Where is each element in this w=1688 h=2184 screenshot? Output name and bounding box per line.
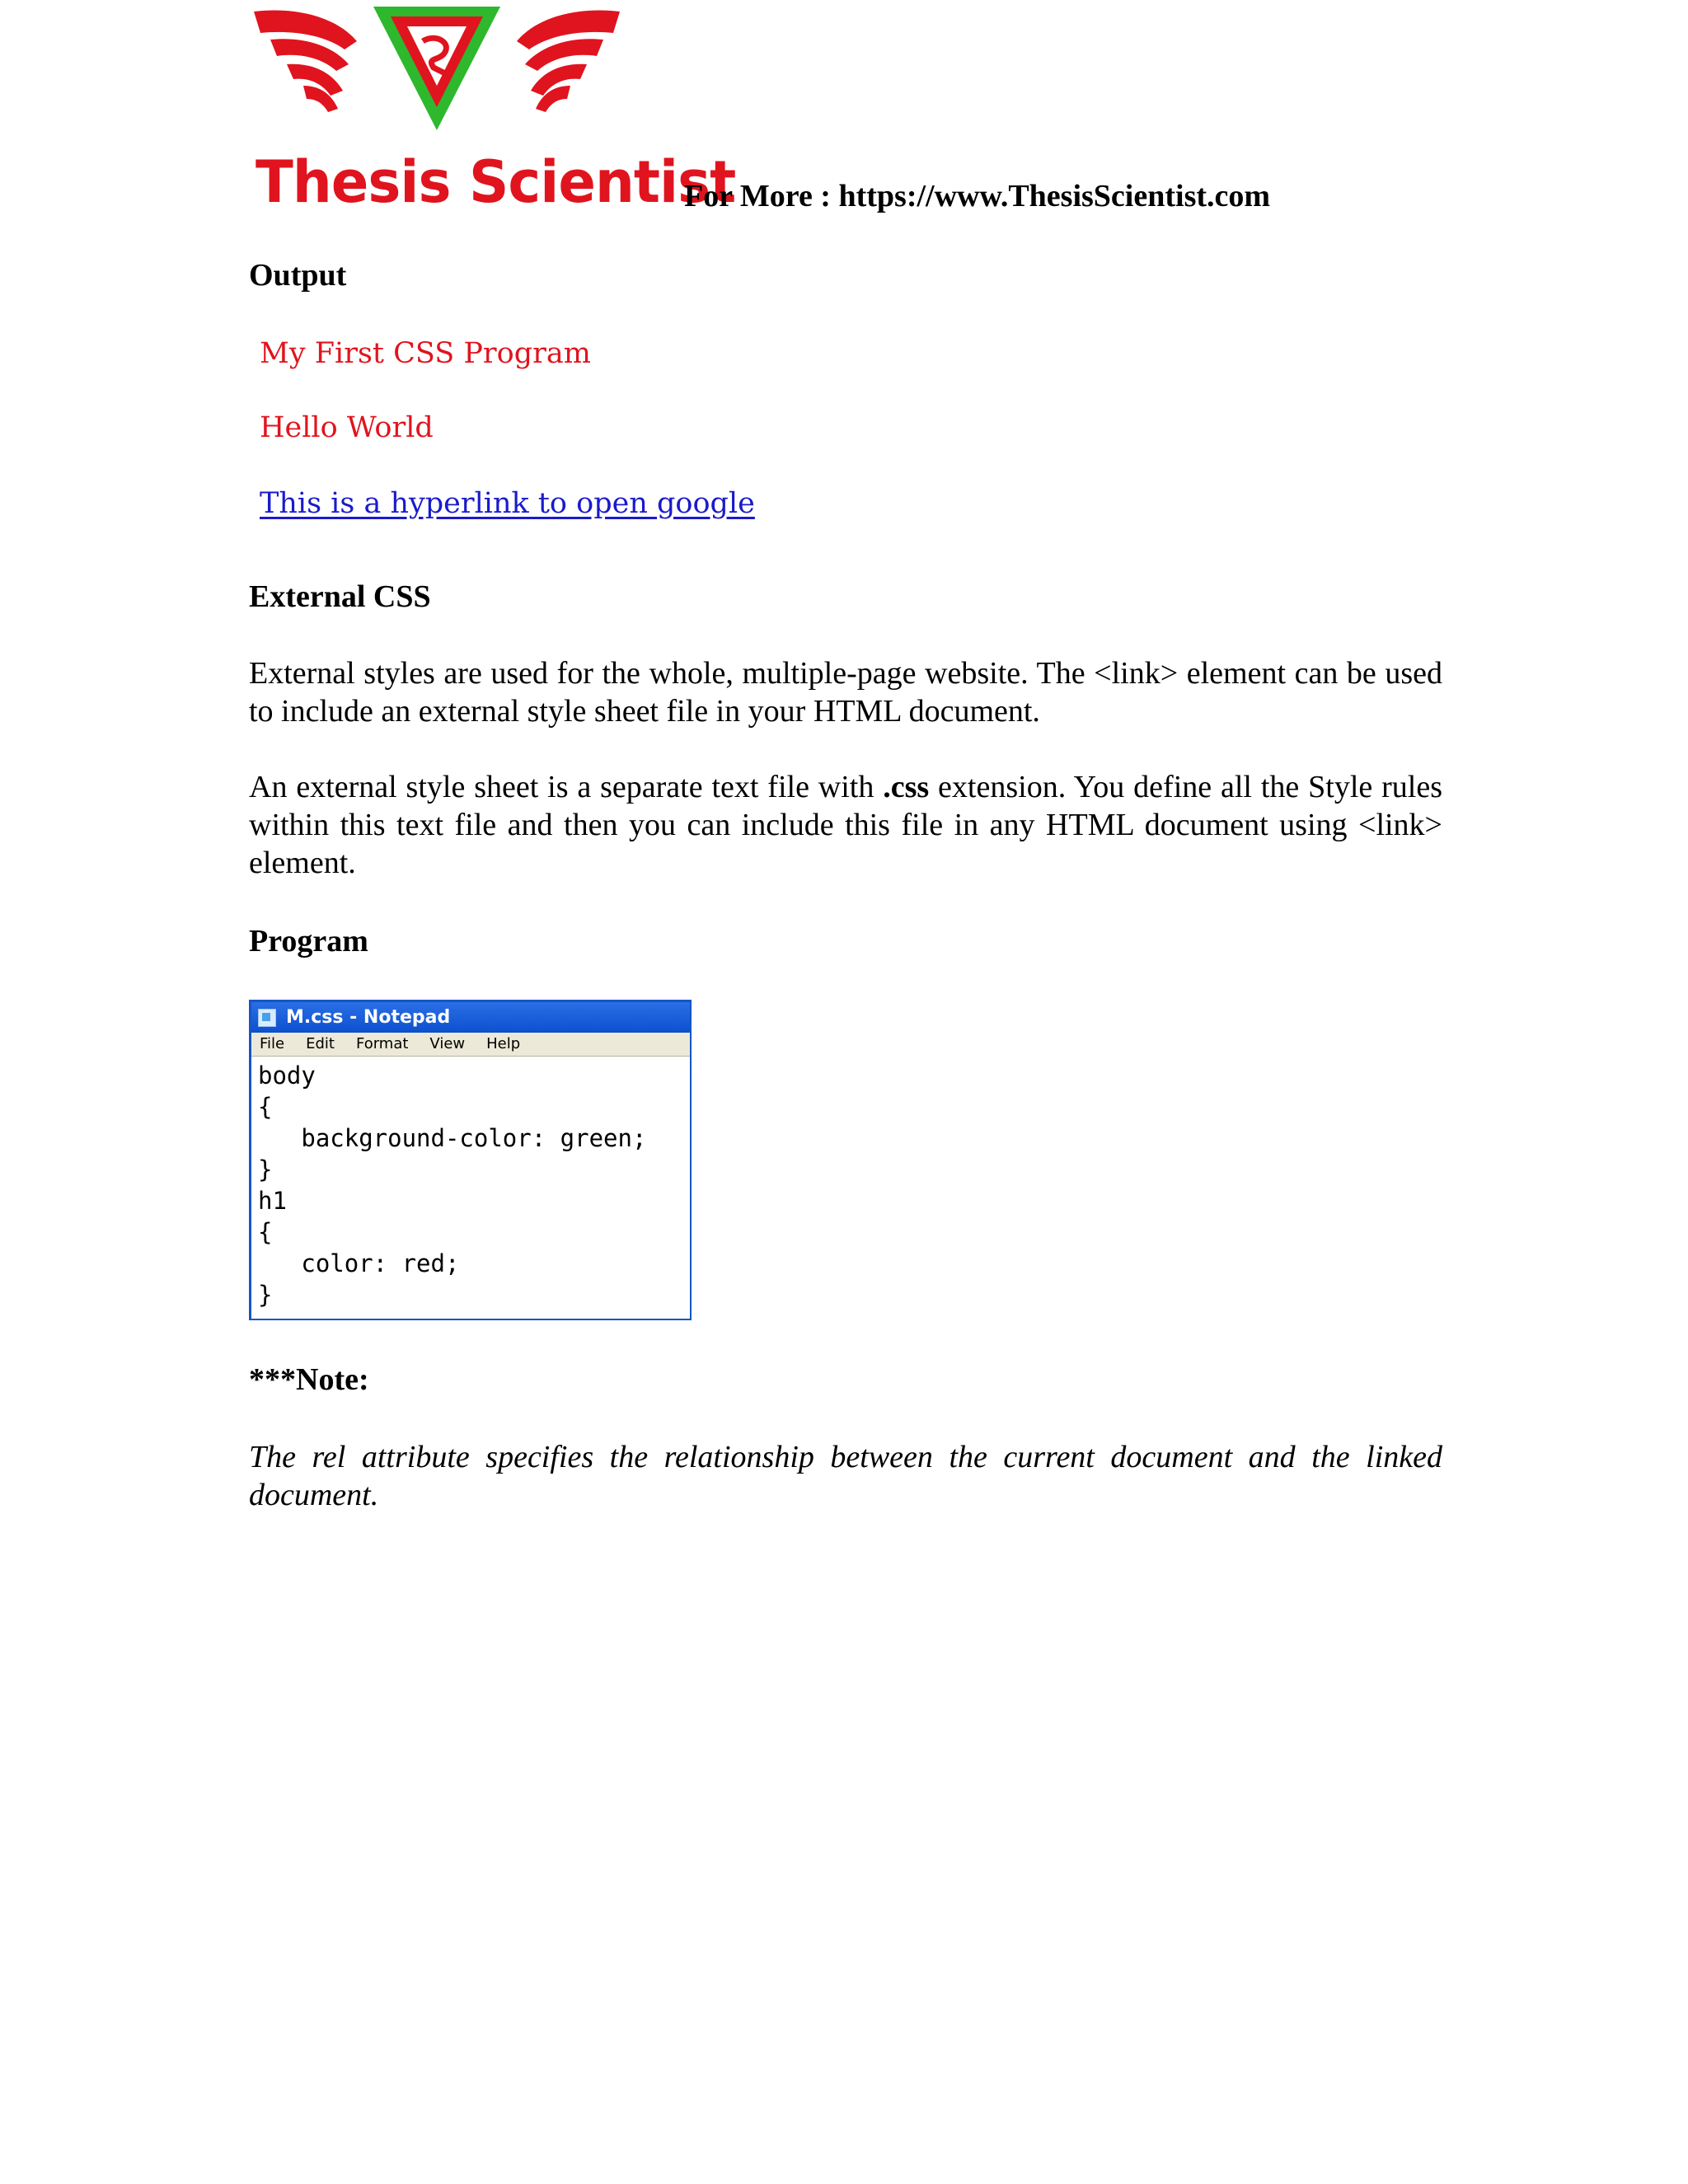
note-text: The rel attribute specifies the relationship between the current document and the linked document. bbox=[249, 1440, 1442, 1512]
output-hello-world-line: Hello World bbox=[260, 411, 434, 444]
logo-wordmark: Thesis Scientist bbox=[256, 148, 736, 216]
css-code-content: body { background-color: green; } h1 { color: red; } bbox=[258, 1062, 647, 1309]
note-heading: ***Note: bbox=[249, 1362, 369, 1397]
google-hyperlink[interactable]: This is a hyperlink to open google bbox=[260, 487, 755, 520]
winged-triangle-emblem-icon bbox=[246, 0, 628, 148]
output-title-line: My First CSS Program bbox=[260, 337, 591, 370]
menu-view: View bbox=[429, 1035, 466, 1052]
menu-edit: Edit bbox=[306, 1035, 335, 1052]
css-extension-bold: .css bbox=[883, 770, 930, 804]
notepad-icon bbox=[258, 1009, 276, 1027]
external-css-paragraph-2 bbox=[249, 768, 1442, 882]
menu-help: Help bbox=[486, 1035, 521, 1052]
program-heading: Program bbox=[249, 924, 368, 958]
notepad-menu-bar bbox=[251, 1033, 690, 1057]
notepad-title-bar bbox=[251, 1002, 690, 1033]
paragraph-text: extension. You define all the Style rules within this text file and then you can include this file in any HTML document using <link> element. bbox=[249, 770, 1442, 880]
external-css-paragraph-1: External styles are used for the whole, multiple-page website. The <link> element can be used to include an external style sheet file in your HTML document. bbox=[249, 656, 1442, 729]
notepad-window-screenshot bbox=[249, 1000, 692, 1320]
paragraph-text: An external style sheet is a separate text file with bbox=[249, 770, 884, 804]
notepad-title: M.css - Notepad bbox=[286, 1007, 451, 1028]
thesis-scientist-logo bbox=[246, 0, 736, 223]
external-css-heading: External CSS bbox=[249, 579, 431, 614]
menu-file: File bbox=[260, 1035, 285, 1052]
for-more-website-line: For More : https://www.ThesisScientist.com bbox=[684, 179, 1271, 213]
menu-format: Format bbox=[355, 1035, 409, 1052]
output-heading: Output bbox=[249, 258, 347, 293]
